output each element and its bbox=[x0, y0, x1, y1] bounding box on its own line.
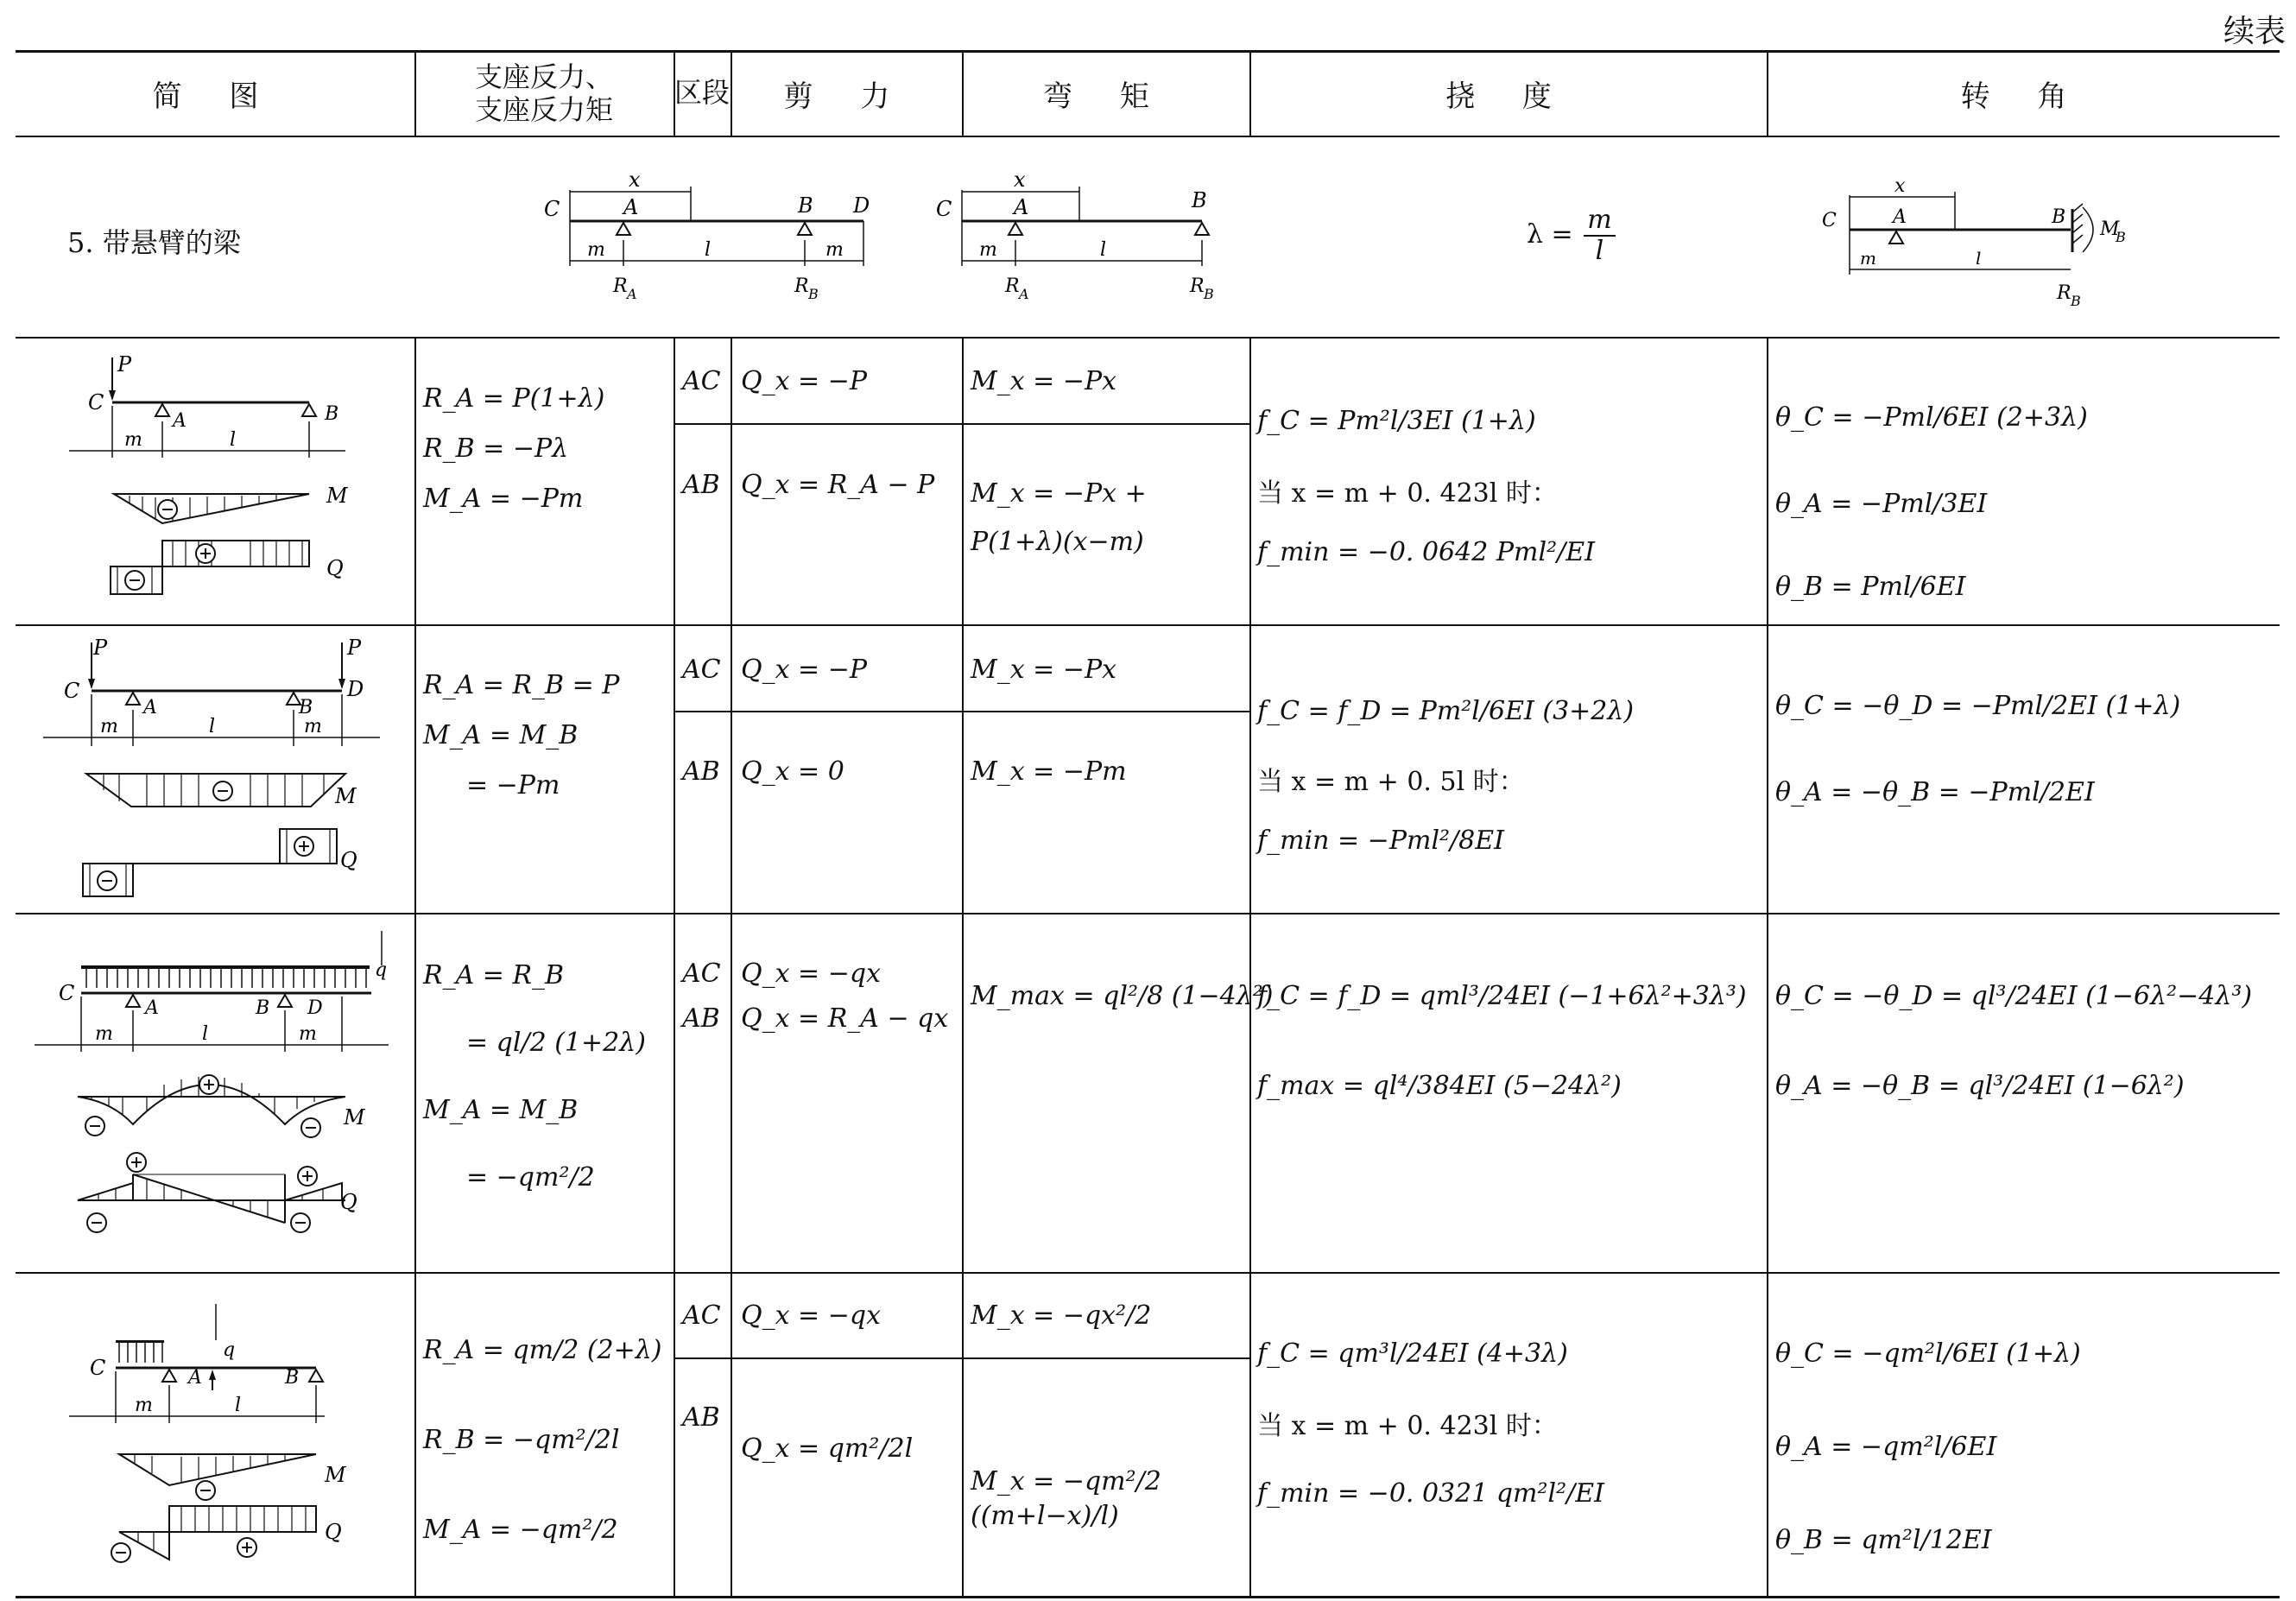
svg-text:A: A bbox=[173, 410, 187, 432]
row1-diagram bbox=[35, 345, 397, 604]
row2-reaction-2: M_A = M_B bbox=[423, 720, 579, 750]
svg-text:A: A bbox=[143, 697, 157, 718]
row4-reaction-2: R_B = −qm²/2l bbox=[423, 1425, 620, 1455]
row2-seg-1: AC bbox=[682, 655, 721, 685]
svg-text:l: l bbox=[1976, 248, 1982, 269]
svg-text:m: m bbox=[979, 239, 997, 261]
svg-text:x: x bbox=[1014, 168, 1026, 192]
svg-text:B: B bbox=[2116, 229, 2126, 245]
lambda-fraction bbox=[1584, 206, 1615, 266]
svg-text:m: m bbox=[825, 239, 844, 261]
svg-text:B: B bbox=[1204, 286, 1214, 302]
row1-shear-2: Q_x = R_A − P bbox=[741, 470, 935, 500]
row2-seg-2: AB bbox=[682, 756, 720, 787]
lambda-definition bbox=[1527, 206, 1618, 266]
row4-deflection-2: 当 x = m + 0. 423l 时： bbox=[1257, 1411, 1558, 1441]
svg-text:B: B bbox=[256, 997, 270, 1019]
row4-rotation-1: θ_C = −qm²l/6EI (1+λ) bbox=[1775, 1338, 2081, 1369]
row3-reaction-4: = −qm²/2 bbox=[466, 1162, 595, 1193]
svg-text:x: x bbox=[1894, 175, 1906, 197]
svg-text:C: C bbox=[64, 679, 80, 703]
svg-text:M: M bbox=[325, 1463, 346, 1487]
svg-text:M: M bbox=[344, 1105, 365, 1130]
row3-reaction-3: M_A = M_B bbox=[423, 1095, 579, 1125]
svg-text:C: C bbox=[936, 197, 952, 221]
row3-seg-2: AB bbox=[682, 1003, 720, 1034]
vrule bbox=[731, 337, 732, 1598]
svg-text:Q: Q bbox=[340, 1190, 357, 1214]
svg-text:D: D bbox=[853, 193, 870, 218]
svg-text:m: m bbox=[95, 1023, 113, 1045]
row1-deflection-1: f_C = Pm²l/3EI (1+λ) bbox=[1257, 406, 1536, 436]
row3-reaction-2: = ql/2 (1+2λ) bbox=[466, 1028, 646, 1058]
row3-seg-1: AC bbox=[682, 959, 721, 989]
row3-diagram bbox=[26, 924, 397, 1252]
svg-text:m: m bbox=[100, 716, 118, 737]
row4-diagram bbox=[52, 1287, 397, 1580]
row4-seg-2: AB bbox=[682, 1402, 720, 1433]
svg-text:x: x bbox=[629, 168, 641, 192]
row2-moment-1: M_x = −Px bbox=[971, 655, 1117, 685]
row-rule-4 bbox=[16, 1272, 2280, 1274]
svg-text:m: m bbox=[304, 716, 322, 737]
row1-moment-2: M_x = −Px + P(1+λ)(x−m) bbox=[971, 478, 1147, 557]
header-deflection: 挠 度 bbox=[1445, 79, 1571, 114]
header-rule bbox=[16, 136, 2280, 137]
row1-reaction-1: R_A = P(1+λ) bbox=[423, 383, 605, 414]
svg-text:M: M bbox=[335, 784, 357, 808]
row3-deflection-1: f_C = f_D = qml³/24EI (−1+6λ²+3λ³) bbox=[1257, 981, 1747, 1011]
section-beam-sketch-1 bbox=[535, 164, 881, 311]
svg-text:q: q bbox=[223, 1339, 236, 1361]
row3-shear-2: Q_x = R_A − qx bbox=[741, 1003, 949, 1034]
svg-text:R: R bbox=[1190, 275, 1205, 297]
row1-rotation-3: θ_B = Pml/6EI bbox=[1775, 572, 1966, 602]
row2-reaction-3: = −Pm bbox=[466, 770, 560, 800]
svg-text:A: A bbox=[623, 195, 639, 219]
lambda-label: λ = bbox=[1527, 219, 1573, 250]
svg-text:C: C bbox=[59, 981, 75, 1005]
table-top-rule bbox=[16, 50, 2280, 53]
svg-text:A: A bbox=[145, 997, 159, 1019]
row1-deflection-3: f_min = −0. 0642 Pml²/EI bbox=[1257, 537, 1595, 567]
svg-text:A: A bbox=[1893, 206, 1907, 228]
section-beam-sketch-3 bbox=[1813, 169, 2193, 316]
svg-text:Q: Q bbox=[326, 556, 344, 580]
row2-deflection-1: f_C = f_D = Pm²l/6EI (3+2λ) bbox=[1257, 696, 1635, 726]
row2-diagram bbox=[35, 634, 397, 902]
header-reactions-line2: 支座反力矩 bbox=[474, 93, 613, 126]
header-reactions bbox=[414, 60, 674, 126]
svg-text:R: R bbox=[2057, 282, 2071, 304]
vrule bbox=[414, 337, 416, 1598]
svg-text:C: C bbox=[1822, 210, 1837, 231]
svg-text:m: m bbox=[299, 1023, 317, 1045]
row4-seg-1: AC bbox=[682, 1300, 721, 1331]
svg-text:B: B bbox=[2052, 206, 2066, 228]
row3-moment-1: M_max = ql²/8 (1−4λ²) bbox=[971, 981, 1274, 1011]
row4-moment-2: M_x = −qm²/2 ((m+l−x)/l) bbox=[971, 1466, 1161, 1531]
row3-rotation-1: θ_C = −θ_D = ql³/24EI (1−6λ²−4λ³) bbox=[1775, 981, 2253, 1011]
table-bottom-rule bbox=[16, 1596, 2280, 1598]
svg-text:B: B bbox=[1192, 188, 1207, 212]
continued-label: 续表 bbox=[2223, 14, 2286, 49]
row3-shear-1: Q_x = −qx bbox=[741, 959, 881, 989]
svg-text:B: B bbox=[325, 403, 339, 425]
section-beam-sketch-2 bbox=[927, 164, 1221, 311]
svg-text:C: C bbox=[544, 197, 560, 221]
row4-reaction-3: M_A = −qm²/2 bbox=[423, 1515, 618, 1545]
header-rotation: 转 角 bbox=[1960, 79, 2086, 114]
row4-shear-1: Q_x = −qx bbox=[741, 1300, 881, 1331]
svg-text:l: l bbox=[235, 1395, 242, 1416]
svg-text:C: C bbox=[88, 390, 104, 414]
lambda-num: m bbox=[1584, 206, 1615, 237]
svg-text:m: m bbox=[1860, 248, 1876, 269]
svg-text:B: B bbox=[798, 193, 813, 218]
svg-text:A: A bbox=[188, 1367, 202, 1389]
svg-text:P: P bbox=[117, 352, 132, 377]
svg-text:B: B bbox=[2071, 293, 2081, 309]
header-moment: 弯 矩 bbox=[1043, 79, 1168, 114]
vrule bbox=[962, 337, 964, 1598]
row1-deflection-2: 当 x = m + 0. 423l 时： bbox=[1257, 478, 1558, 509]
svg-text:Q: Q bbox=[325, 1520, 342, 1544]
header-shear: 剪 力 bbox=[783, 79, 909, 114]
svg-text:l: l bbox=[1100, 239, 1107, 261]
svg-text:m: m bbox=[135, 1395, 153, 1416]
row1-rotation-2: θ_A = −Pml/3EI bbox=[1775, 489, 1988, 519]
svg-text:m: m bbox=[587, 239, 605, 261]
section-title: 5. 带悬臂的梁 bbox=[67, 226, 241, 259]
row1-seg-2: AB bbox=[682, 470, 720, 500]
row4-reaction-1: R_A = qm/2 (2+λ) bbox=[423, 1335, 662, 1365]
row2-moment-2: M_x = −Pm bbox=[971, 756, 1127, 787]
svg-text:R: R bbox=[794, 275, 809, 297]
svg-text:C: C bbox=[90, 1356, 106, 1380]
svg-text:A: A bbox=[1019, 286, 1029, 302]
row2-rotation-1: θ_C = −θ_D = −Pml/2EI (1+λ) bbox=[1775, 691, 2181, 721]
row1-rotation-1: θ_C = −Pml/6EI (2+3λ) bbox=[1775, 402, 2088, 433]
row2-deflection-2: 当 x = m + 0. 5l 时： bbox=[1257, 767, 1525, 797]
row4-rotation-2: θ_A = −qm²l/6EI bbox=[1775, 1432, 1997, 1462]
vrule bbox=[1249, 337, 1251, 1598]
vrule bbox=[674, 337, 675, 1598]
svg-text:P: P bbox=[93, 636, 108, 660]
svg-text:l: l bbox=[705, 239, 712, 261]
svg-text:m: m bbox=[124, 429, 142, 451]
row4-deflection-3: f_min = −0. 0321 qm²l²/EI bbox=[1257, 1478, 1605, 1509]
row4-deflection-1: f_C = qm³l/24EI (4+3λ) bbox=[1257, 1338, 1568, 1369]
row3-rotation-2: θ_A = −θ_B = ql³/24EI (1−6λ²) bbox=[1775, 1071, 2185, 1101]
row3-deflection-2: f_max = ql⁴/384EI (5−24λ²) bbox=[1257, 1071, 1622, 1101]
row2-deflection-3: f_min = −Pml²/8EI bbox=[1257, 826, 1505, 856]
svg-text:A: A bbox=[627, 286, 637, 302]
row2-shear-1: Q_x = −P bbox=[741, 655, 868, 685]
row4-shear-2: Q_x = qm²/2l bbox=[741, 1433, 914, 1464]
svg-text:l: l bbox=[202, 1023, 209, 1045]
svg-text:Q: Q bbox=[340, 848, 357, 872]
svg-text:B: B bbox=[285, 1367, 300, 1389]
row4-rotation-3: θ_B = qm²l/12EI bbox=[1775, 1525, 1992, 1555]
row1-reaction-2: R_B = −Pλ bbox=[423, 433, 569, 464]
svg-text:M: M bbox=[2100, 218, 2120, 240]
header-reactions-line1: 支座反力、 bbox=[474, 60, 613, 93]
row4-moment-1: M_x = −qx²/2 bbox=[971, 1300, 1152, 1331]
header-diagram: 简 图 bbox=[152, 79, 278, 114]
row3-reaction-1: R_A = R_B bbox=[423, 960, 565, 990]
row-rule-2 bbox=[16, 624, 2280, 626]
row1-moment-1: M_x = −Px bbox=[971, 366, 1117, 396]
svg-text:D: D bbox=[347, 677, 364, 701]
svg-text:M: M bbox=[326, 484, 348, 508]
row1-shear-1: Q_x = −P bbox=[741, 366, 868, 396]
row1-seg-1: AC bbox=[682, 366, 721, 396]
row2-rotation-2: θ_A = −θ_B = −Pml/2EI bbox=[1775, 777, 2095, 807]
svg-text:P: P bbox=[347, 636, 362, 660]
svg-text:A: A bbox=[1014, 195, 1029, 219]
vrule bbox=[1767, 337, 1768, 1598]
svg-text:B: B bbox=[808, 286, 819, 302]
row1-reaction-3: M_A = −Pm bbox=[423, 484, 584, 514]
row2-reaction-1: R_A = R_B = P bbox=[423, 670, 620, 700]
row-rule-3 bbox=[16, 913, 2280, 914]
lambda-den: l bbox=[1595, 236, 1604, 266]
svg-text:R: R bbox=[1005, 275, 1020, 297]
svg-text:q: q bbox=[375, 959, 388, 981]
header-segment: 区段 bbox=[674, 76, 730, 109]
row-rule-1 bbox=[16, 337, 2280, 339]
svg-text:R: R bbox=[613, 275, 628, 297]
svg-text:B: B bbox=[299, 697, 313, 718]
svg-text:l: l bbox=[209, 716, 216, 737]
row2-shear-2: Q_x = 0 bbox=[741, 756, 844, 787]
svg-text:l: l bbox=[230, 429, 237, 451]
svg-text:D: D bbox=[307, 997, 323, 1019]
